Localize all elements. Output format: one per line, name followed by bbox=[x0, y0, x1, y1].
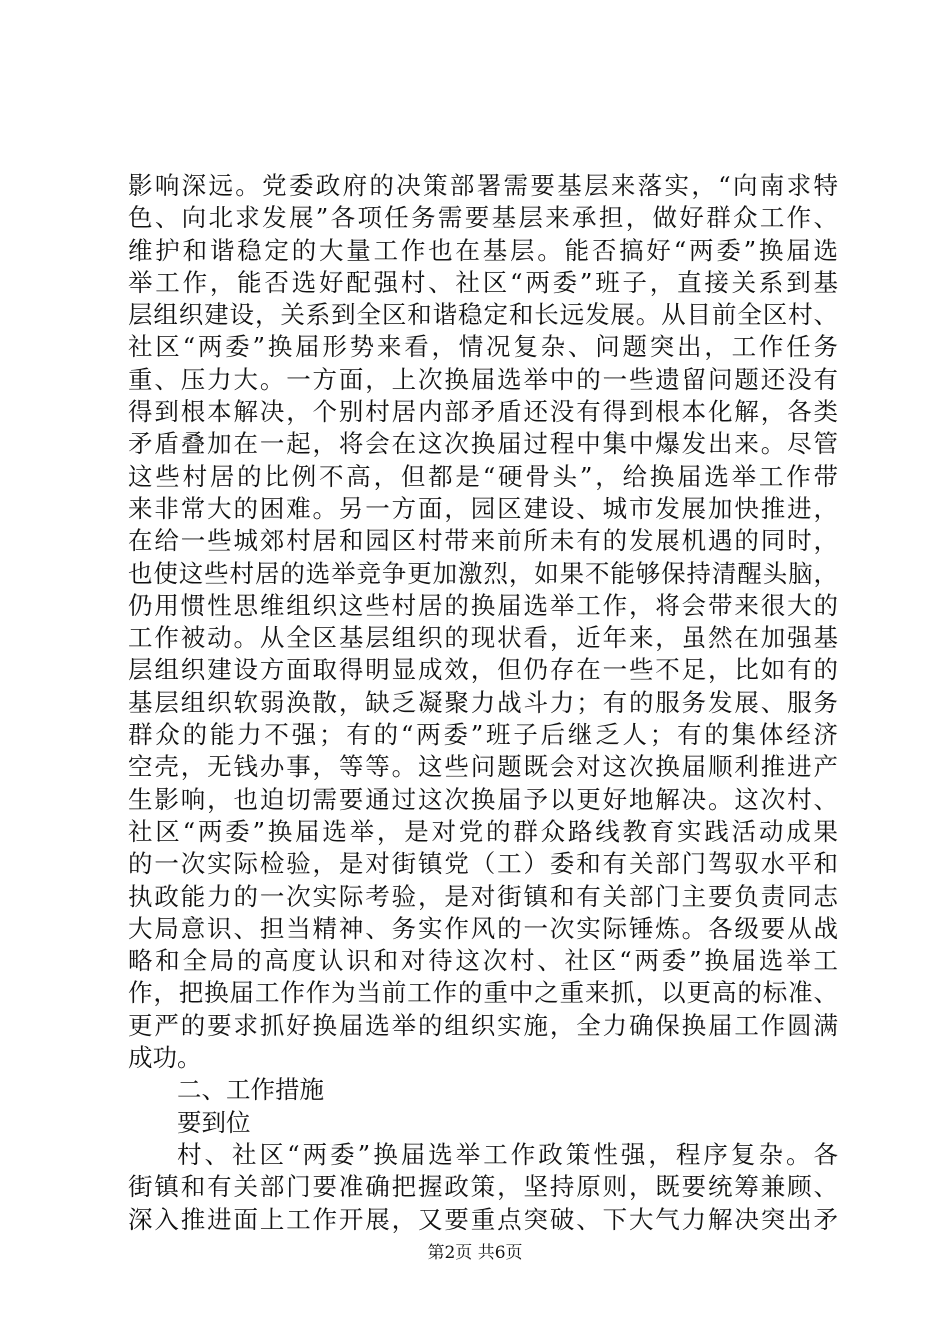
text-line: 生影响，也迫切需要通过这次换届予以更好地解决。这次村、 bbox=[128, 784, 838, 814]
text-line: 仍用惯性思维组织这些村居的换届选举工作，将会带来很大的 bbox=[128, 590, 838, 620]
text-line: 深入推进面上工作开展，又要重点突破、下大气力解决突出矛 bbox=[128, 1204, 838, 1234]
text-line: 工作被动。从全区基层组织的现状看，近年来，虽然在加强基 bbox=[128, 623, 838, 653]
text-line: 基层组织软弱涣散，缺乏凝聚力战斗力；有的服务发展、服务 bbox=[128, 687, 838, 717]
text-line: 重、压力大。一方面，上次换届选举中的一些遗留问题还没有 bbox=[128, 364, 838, 394]
text-line: 层组织建设方面取得明显成效，但仍存在一些不足，比如有的 bbox=[128, 655, 838, 685]
page-number-footer: 第2页 共6页 bbox=[427, 1243, 523, 1263]
text-line: 大局意识、担当精神、务实作风的一次实际锤炼。各级要从战 bbox=[128, 913, 838, 943]
text-line: 执政能力的一次实际考验，是对街镇和有关部门主要负责同志 bbox=[128, 881, 838, 911]
text-line: 作，把换届工作作为当前工作的重中之重来抓，以更高的标准、 bbox=[128, 978, 838, 1008]
text-line: 得到根本解决，个别村居内部矛盾还没有得到根本化解，各类 bbox=[128, 397, 838, 427]
body-text bbox=[128, 170, 838, 1236]
text-line: 矛盾叠加在一起，将会在这次换届过程中集中爆发出来。尽管 bbox=[128, 429, 838, 459]
text-line: 成功。 bbox=[128, 1043, 202, 1073]
text-line: 的一次实际检验，是对街镇党（工）委和有关部门驾驭水平和 bbox=[128, 849, 838, 879]
text-line: 空壳，无钱办事，等等。这些问题既会对这次换届顺利推进产 bbox=[128, 752, 838, 782]
text-line: 这些村居的比例不高，但都是“硬骨头”，给换届选举工作带 bbox=[128, 461, 838, 491]
text-line: 影响深远。党委政府的决策部署需要基层来落实，“向南求特 bbox=[128, 171, 838, 200]
text-line: 层组织建设，关系到全区和谐稳定和长远发展。从目前全区村、 bbox=[128, 300, 838, 330]
section-heading: 二、工作措施 bbox=[177, 1075, 324, 1105]
text-line: 社区“两委”换届选举，是对党的群众路线教育实践活动成果 bbox=[128, 816, 838, 846]
text-line: 村、社区“两委”换届选举工作政策性强，程序复杂。各 bbox=[177, 1139, 838, 1169]
subsection-heading: 要到位 bbox=[177, 1107, 251, 1137]
text-line: 维护和谐稳定的大量工作也在基层。能否搞好“两委”换届选 bbox=[128, 235, 838, 265]
text-line: 色、向北求发展”各项任务需要基层来承担，做好群众工作、 bbox=[128, 203, 838, 233]
text-line: 街镇和有关部门要准确把握政策，坚持原则，既要统筹兼顾、 bbox=[128, 1172, 838, 1202]
text-line: 也使这些村居的选举竞争更加激烈，如果不能够保持清醒头脑， bbox=[128, 558, 838, 588]
text-line: 更严的要求抓好换届选举的组织实施，全力确保换届工作圆满 bbox=[128, 1010, 838, 1040]
text-line: 在给一些城郊村居和园区村带来前所未有的发展机遇的同时， bbox=[128, 526, 838, 556]
text-line: 来非常大的困难。另一方面，园区建设、城市发展加快推进， bbox=[128, 493, 838, 523]
text-line: 社区“两委”换届形势来看，情况复杂、问题突出，工作任务 bbox=[128, 332, 838, 362]
text-line: 群众的能力不强；有的“两委”班子后继乏人；有的集体经济 bbox=[128, 720, 838, 750]
text-line: 举工作，能否选好配强村、社区“两委”班子，直接关系到基 bbox=[128, 267, 838, 297]
text-line: 略和全局的高度认识和对待这次村、社区“两委”换届选举工 bbox=[128, 946, 838, 976]
